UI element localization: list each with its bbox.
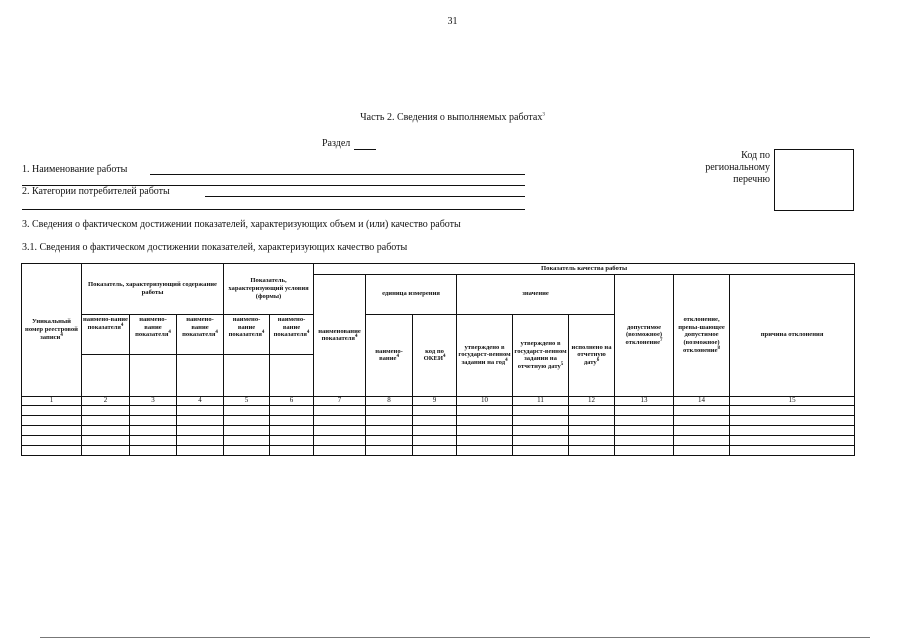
header-executed-date: исполнено на отчетную дату$^6$ bbox=[569, 314, 615, 396]
header-approved-date: утверждено в государст-венном задании на отчетную дату$^5$ bbox=[513, 314, 569, 396]
table-cell[interactable] bbox=[224, 445, 270, 455]
column-number: 1 bbox=[22, 396, 82, 405]
column-number: 11 bbox=[513, 396, 569, 405]
table-cell[interactable] bbox=[674, 405, 730, 415]
table-cell[interactable] bbox=[130, 405, 177, 415]
column-number: 12 bbox=[569, 396, 615, 405]
part-title bbox=[0, 112, 905, 123]
column-number: 3 bbox=[130, 396, 177, 405]
table-cell[interactable] bbox=[457, 405, 513, 415]
header-approved-year: утверждено в государст-венном задании на год$^4$ bbox=[457, 314, 513, 396]
table-cell[interactable] bbox=[730, 415, 855, 425]
table-row[interactable] bbox=[22, 415, 855, 425]
table-cell[interactable] bbox=[314, 435, 366, 445]
table-cell[interactable] bbox=[224, 415, 270, 425]
page-number: 31 bbox=[447, 16, 458, 27]
table-cell[interactable] bbox=[270, 435, 314, 445]
table-cell[interactable] bbox=[177, 425, 224, 435]
table-cell[interactable] bbox=[366, 405, 413, 415]
column-number: 4 bbox=[177, 396, 224, 405]
registry-code-label bbox=[688, 150, 770, 186]
table-cell[interactable] bbox=[130, 425, 177, 435]
work-name-label: 1. Наименование работы bbox=[22, 164, 128, 175]
table-cell[interactable] bbox=[224, 425, 270, 435]
table-row[interactable] bbox=[22, 425, 855, 435]
section-line bbox=[322, 138, 376, 150]
table-cell[interactable] bbox=[615, 445, 674, 455]
table-cell[interactable] bbox=[413, 405, 457, 415]
part-title-footnote: 3 bbox=[542, 112, 545, 118]
consumers-field[interactable] bbox=[205, 196, 525, 197]
table-cell[interactable] bbox=[130, 445, 177, 455]
table-cell[interactable] bbox=[314, 415, 366, 425]
table-cell[interactable] bbox=[674, 425, 730, 435]
work-name-field[interactable] bbox=[150, 174, 525, 175]
table-cell[interactable] bbox=[22, 405, 82, 415]
table-cell[interactable] bbox=[366, 425, 413, 435]
column-number: 5 bbox=[224, 396, 270, 405]
header-deviation-reason: причина отклонения bbox=[730, 274, 855, 396]
table-cell[interactable] bbox=[177, 445, 224, 455]
table-cell[interactable] bbox=[270, 445, 314, 455]
table-cell[interactable] bbox=[82, 415, 130, 425]
table-row[interactable] bbox=[22, 445, 855, 455]
header-indicator-name: наименование показателя$^4$ bbox=[314, 274, 366, 396]
table-cell[interactable] bbox=[413, 415, 457, 425]
table-cell[interactable] bbox=[130, 415, 177, 425]
table-row[interactable] bbox=[22, 405, 855, 415]
table-cell[interactable] bbox=[457, 415, 513, 425]
table-cell[interactable] bbox=[413, 435, 457, 445]
table-cell[interactable] bbox=[177, 435, 224, 445]
table-cell[interactable] bbox=[314, 425, 366, 435]
header-content-param-1-blank bbox=[82, 354, 130, 396]
table-row[interactable] bbox=[22, 435, 855, 445]
table-cell[interactable] bbox=[730, 435, 855, 445]
table-cell[interactable] bbox=[413, 445, 457, 455]
column-number: 14 bbox=[674, 396, 730, 405]
header-condition-param-2-blank bbox=[270, 354, 314, 396]
table-cell[interactable] bbox=[513, 445, 569, 455]
heading-3-1: 3.1. Сведения о фактическом достижении показателей, характеризующих качество работы bbox=[22, 242, 408, 253]
table-cell[interactable] bbox=[270, 415, 314, 425]
header-content-param-3-blank bbox=[177, 354, 224, 396]
heading-3: 3. Сведения о фактическом достижении показателей, характеризующих объем и (или) качество работы bbox=[22, 219, 461, 230]
column-number: 6 bbox=[270, 396, 314, 405]
table-cell[interactable] bbox=[224, 435, 270, 445]
table-cell[interactable] bbox=[615, 405, 674, 415]
table-cell[interactable] bbox=[457, 435, 513, 445]
table-cell[interactable] bbox=[730, 445, 855, 455]
header-quality-indicator: Показатель качества работы bbox=[314, 264, 855, 275]
registry-code-label-line-2: региональному bbox=[705, 162, 770, 173]
table-cell[interactable] bbox=[22, 445, 82, 455]
column-number: 10 bbox=[457, 396, 513, 405]
header-allowed-deviation: допустимое (возможное) отклонение$^7$ bbox=[615, 274, 674, 396]
table-cell[interactable] bbox=[674, 415, 730, 425]
table-cell[interactable] bbox=[457, 425, 513, 435]
table-cell[interactable] bbox=[730, 425, 855, 435]
table-cell[interactable] bbox=[413, 425, 457, 435]
header-unit: единица измерения bbox=[366, 274, 457, 314]
table-cell[interactable] bbox=[270, 425, 314, 435]
table-cell[interactable] bbox=[513, 415, 569, 425]
table-cell[interactable] bbox=[366, 415, 413, 425]
header-condition-param-1: наимено-вание показателя$^4$ bbox=[224, 314, 270, 354]
table-cell[interactable] bbox=[224, 405, 270, 415]
table-cell[interactable] bbox=[22, 415, 82, 425]
table-cell[interactable] bbox=[615, 415, 674, 425]
header-unique-number: Уникальный номер реестровой записи$^4$ bbox=[22, 264, 82, 397]
registry-code-label-line-3: перечню bbox=[733, 174, 770, 185]
consumers-label: 2. Категории потребителей работы bbox=[22, 186, 170, 197]
table-cell[interactable] bbox=[569, 405, 615, 415]
table-cell[interactable] bbox=[314, 405, 366, 415]
table-cell[interactable] bbox=[569, 425, 615, 435]
table-cell[interactable] bbox=[569, 435, 615, 445]
header-okei-code: код по ОКЕИ$^4$ bbox=[413, 314, 457, 396]
table-cell[interactable] bbox=[457, 445, 513, 455]
header-excess-deviation: отклонение, превы-шающее допустимое (возможное) отклонение$^8$ bbox=[674, 274, 730, 396]
table-cell[interactable] bbox=[82, 435, 130, 445]
table-cell[interactable] bbox=[615, 435, 674, 445]
header-condition-param-2: наимено-вание показателя$^4$ bbox=[270, 314, 314, 354]
table-cell[interactable] bbox=[674, 435, 730, 445]
quality-indicators-table bbox=[21, 263, 855, 456]
column-number: 9 bbox=[413, 396, 457, 405]
column-number: 8 bbox=[366, 396, 413, 405]
header-value: значение bbox=[457, 274, 615, 314]
column-number: 2 bbox=[82, 396, 130, 405]
table-cell[interactable] bbox=[730, 405, 855, 415]
header-content-param-3: наимено-вание показателя$^4$ bbox=[177, 314, 224, 354]
column-number: 7 bbox=[314, 396, 366, 405]
table-cell[interactable] bbox=[177, 405, 224, 415]
table-cell[interactable] bbox=[82, 445, 130, 455]
column-number: 13 bbox=[615, 396, 674, 405]
header-content-param-2: наимено-вание показателя$^4$ bbox=[130, 314, 177, 354]
table-cell[interactable] bbox=[513, 405, 569, 415]
registry-code-label-line-1: Код по bbox=[741, 150, 770, 161]
table-cell[interactable] bbox=[314, 445, 366, 455]
consumers-field-line-2[interactable] bbox=[22, 209, 525, 210]
table-cell[interactable] bbox=[177, 415, 224, 425]
table-cell[interactable] bbox=[130, 435, 177, 445]
table-cell[interactable] bbox=[22, 425, 82, 435]
table-cell[interactable] bbox=[513, 425, 569, 435]
header-unit-name: наимено-вание$^4$ bbox=[366, 314, 413, 396]
table-cell[interactable] bbox=[674, 445, 730, 455]
header-condition-param-1-blank bbox=[224, 354, 270, 396]
header-content-param-2-blank bbox=[130, 354, 177, 396]
section-label: Раздел bbox=[322, 138, 351, 149]
column-numbers-row bbox=[22, 396, 855, 405]
header-content-param-1: наимено-вание показателя$^4$ bbox=[82, 314, 130, 354]
table-cell[interactable] bbox=[569, 415, 615, 425]
part-title-text: Часть 2. Сведения о выполняемых работах bbox=[360, 112, 543, 123]
table-cell[interactable] bbox=[615, 425, 674, 435]
table-cell[interactable] bbox=[569, 445, 615, 455]
section-number-blank[interactable] bbox=[354, 138, 376, 150]
header-conditions-indicator: Показатель, характеризующий условия (формы) bbox=[224, 264, 314, 315]
table-cell[interactable] bbox=[82, 425, 130, 435]
registry-code-box[interactable] bbox=[774, 149, 854, 211]
page-bottom-rule bbox=[40, 637, 870, 638]
table-cell[interactable] bbox=[366, 445, 413, 455]
table-cell[interactable] bbox=[366, 435, 413, 445]
table-cell[interactable] bbox=[513, 435, 569, 445]
table-cell[interactable] bbox=[22, 435, 82, 445]
table-cell[interactable] bbox=[82, 405, 130, 415]
column-number: 15 bbox=[730, 396, 855, 405]
table-cell[interactable] bbox=[270, 405, 314, 415]
header-content-indicator: Показатель, характеризующий содержание работы bbox=[82, 264, 224, 315]
